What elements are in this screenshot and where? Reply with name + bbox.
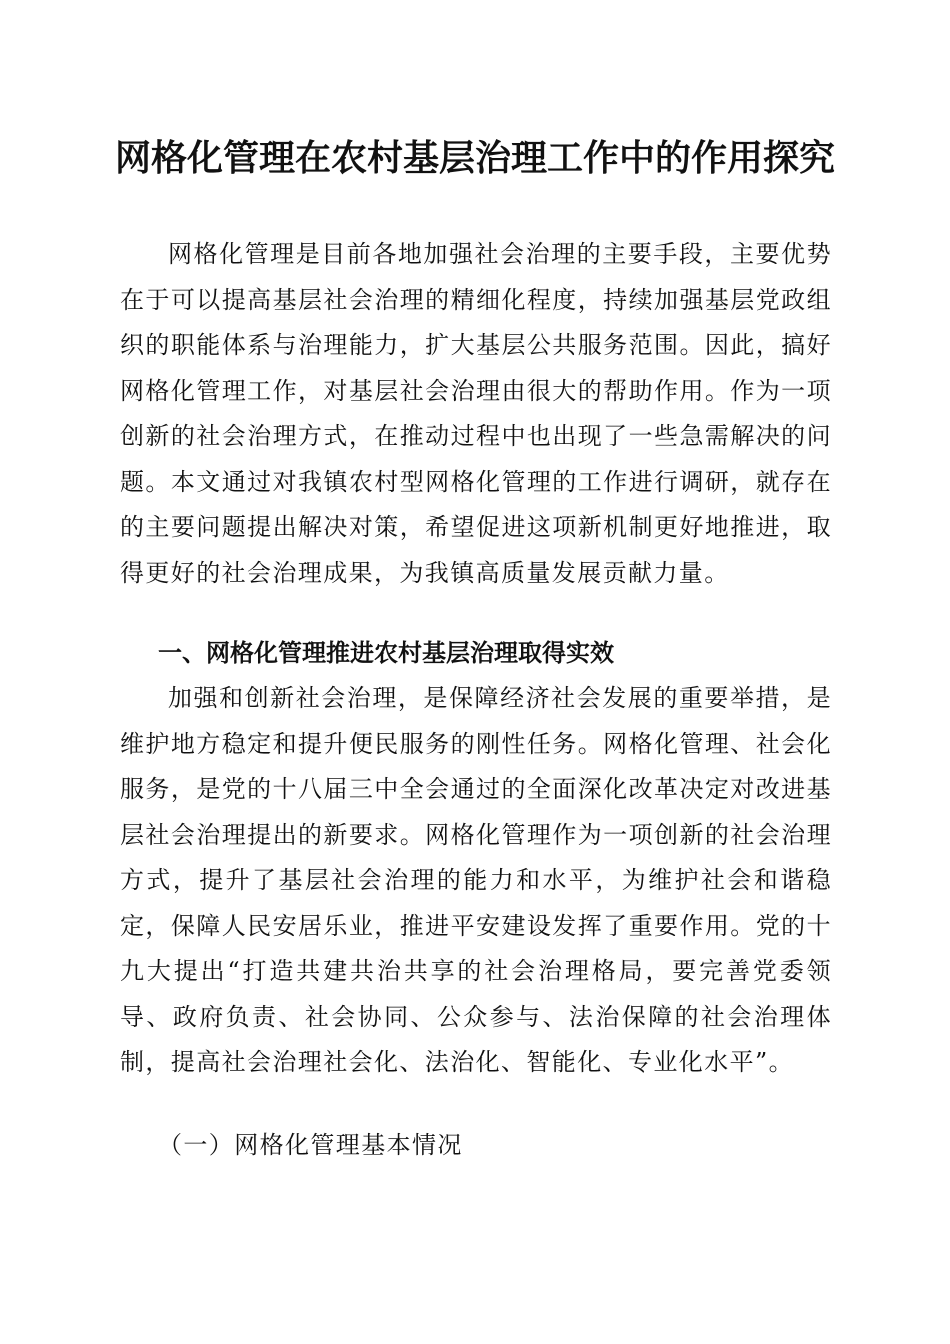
subsection-heading-1: （一）网格化管理基本情况 — [158, 1131, 463, 1159]
document-title: 网格化管理在农村基层治理工作中的作用探究 — [114, 137, 835, 179]
section-heading-1: 一、网格化管理推进农村基层治理取得实效 — [158, 639, 614, 667]
section-1-paragraph: 加强和创新社会治理，是保障经济社会发展的重要举措，是维护地方稳定和提升便民服务的刚性任务。网格化管理、社会化服务，是党的十八届三中全会通过的全面深化改革决定对改进基层社会治理提出的新要求。网格化管理作为一项创新的社会治理方式，提升了基层社会治理的能力和水平，为维护社会和谐稳定，保障人民安居乐业，推进平安建设发挥了重要作用。党的十九大提出“打造共建共治共享的社会治理格局，要完善党委领导、政府负责、社会协同、公众参与、法治保障的社会治理体制，提高社会治理社会化、法治化、智能化、专业化水平”。 — [120, 684, 832, 1076]
intro-paragraph: 网格化管理是目前各地加强社会治理的主要手段，主要优势在于可以提高基层社会治理的精细化程度，持续加强基层党政组织的职能体系与治理能力，扩大基层公共服务范围。因此，搞好网格化管理工作，对基层社会治理由很大的帮助作用。作为一项创新的社会治理方式，在推动过程中也出现了一些急需解决的问题。本文通过对我镇农村型网格化管理的工作进行调研，就存在的主要问题提出解决对策，希望促进这项新机制更好地推进，取得更好的社会治理成果，为我镇高质量发展贡献力量。 — [120, 240, 832, 587]
